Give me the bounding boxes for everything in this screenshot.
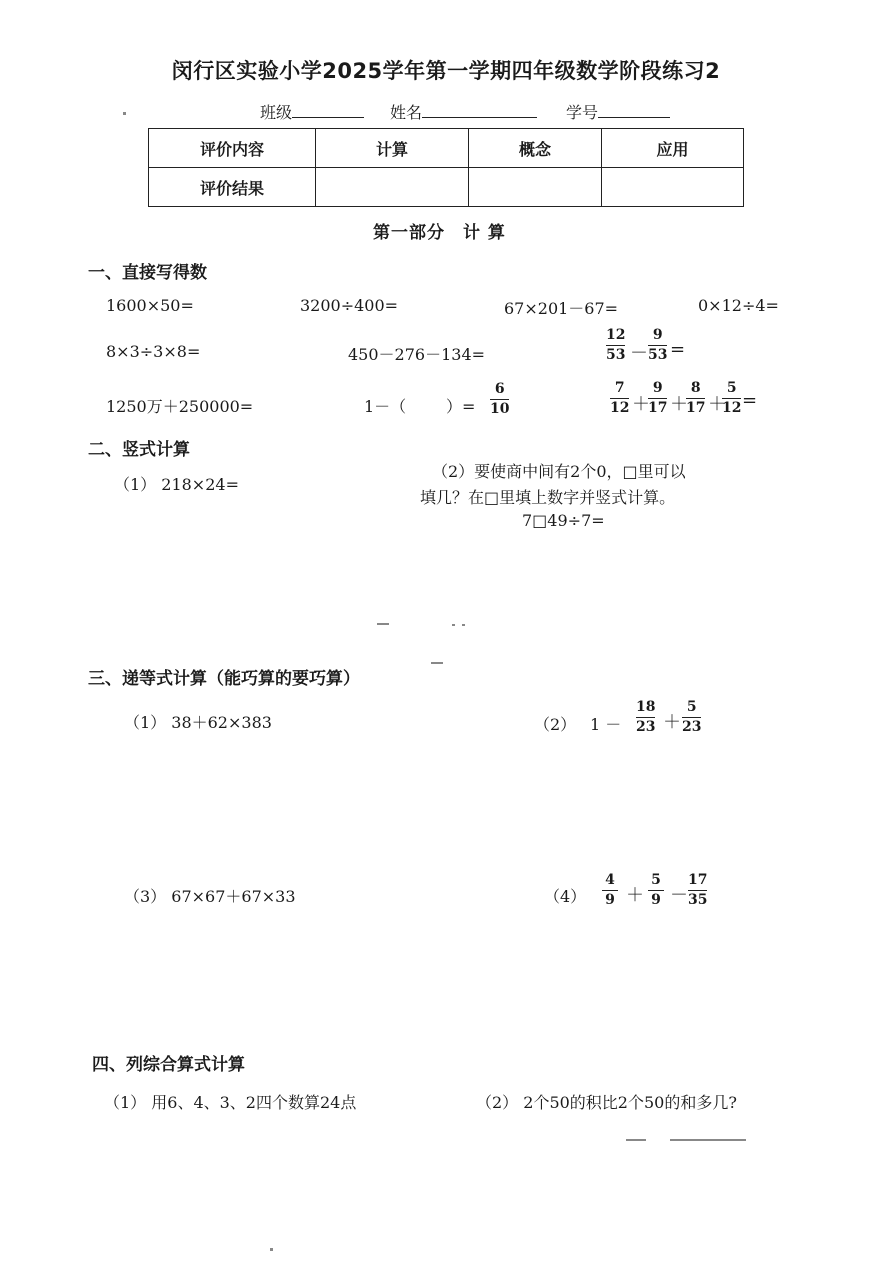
eval-concept-header: 概念 bbox=[469, 129, 602, 168]
denominator: 12 bbox=[722, 400, 742, 416]
plus-sign: ＋ bbox=[632, 394, 650, 415]
name-label: 姓名 bbox=[390, 103, 423, 122]
table-row bbox=[149, 129, 744, 168]
denominator: 10 bbox=[490, 401, 510, 417]
numerator: 5 bbox=[726, 380, 737, 396]
eval-application-result-cell[interactable] bbox=[602, 168, 744, 207]
s3-q4-label: （4） bbox=[544, 887, 587, 906]
section4-heading: 四、列综合算式计算 bbox=[92, 1055, 245, 1075]
s1-q4: 0×12÷4= bbox=[698, 296, 779, 315]
scan-speck bbox=[462, 624, 465, 626]
denominator: 9 bbox=[651, 892, 661, 908]
scan-speck bbox=[626, 1139, 646, 1141]
scan-speck bbox=[452, 624, 455, 626]
fraction bbox=[688, 872, 707, 909]
numerator: 18 bbox=[636, 699, 656, 715]
scan-speck bbox=[123, 112, 126, 115]
denominator: 53 bbox=[606, 347, 626, 363]
fraction bbox=[636, 699, 655, 736]
scan-speck bbox=[377, 623, 389, 625]
denominator: 23 bbox=[682, 719, 702, 735]
fraction bbox=[648, 380, 667, 417]
s1-q8: 1250万＋250000= bbox=[106, 397, 254, 416]
numerator: 5 bbox=[686, 699, 697, 715]
numerator: 5 bbox=[651, 872, 661, 888]
s2-q1: （1） 218×24= bbox=[114, 475, 239, 494]
denominator: 17 bbox=[686, 400, 706, 416]
minus-sign: － bbox=[630, 343, 648, 364]
denominator: 53 bbox=[648, 347, 668, 363]
table-row bbox=[149, 168, 744, 207]
s1-q9-suffix: ）= bbox=[446, 397, 476, 416]
scan-speck bbox=[270, 1248, 273, 1251]
fraction bbox=[686, 380, 705, 417]
s3-q2-lead: 1 － bbox=[590, 715, 622, 734]
s1-q6: 450－276－134= bbox=[348, 345, 486, 364]
fraction bbox=[490, 381, 509, 418]
denominator: 9 bbox=[605, 892, 615, 908]
class-blank[interactable] bbox=[292, 103, 364, 118]
plus-sign: ＋ bbox=[626, 885, 644, 906]
fraction bbox=[648, 872, 664, 909]
section2-heading: 二、竖式计算 bbox=[88, 440, 190, 460]
eval-application-header: 应用 bbox=[602, 129, 744, 168]
s3-q3: （3） 67×67＋67×33 bbox=[124, 887, 296, 906]
plus-sign: ＋ bbox=[708, 394, 726, 415]
numerator: 17 bbox=[688, 872, 708, 888]
eval-concept-result-cell[interactable] bbox=[469, 168, 602, 207]
plus-sign: ＋ bbox=[663, 712, 681, 733]
denominator: 35 bbox=[688, 892, 708, 908]
fraction bbox=[648, 327, 667, 364]
minus-sign: － bbox=[670, 885, 688, 906]
numerator: 4 bbox=[605, 872, 615, 888]
numerator: 9 bbox=[652, 327, 663, 343]
fraction bbox=[606, 327, 625, 364]
numerator: 7 bbox=[614, 380, 625, 396]
student-id-blank[interactable] bbox=[598, 103, 670, 118]
numerator: 6 bbox=[494, 381, 505, 397]
class-label: 班级 bbox=[260, 103, 293, 122]
s1-q5: 8×3÷3×8= bbox=[106, 342, 201, 361]
section1-heading: 一、直接写得数 bbox=[88, 263, 207, 283]
equals-sign: = bbox=[670, 339, 686, 360]
evaluation-table bbox=[148, 128, 744, 207]
denominator: 12 bbox=[610, 400, 630, 416]
eval-calc-result-cell[interactable] bbox=[316, 168, 469, 207]
class-field[interactable] bbox=[260, 100, 364, 123]
student-id-field[interactable] bbox=[566, 100, 670, 123]
part-title: 第一部分 计 算 bbox=[373, 223, 506, 243]
numerator: 12 bbox=[606, 327, 626, 343]
s1-q1: 1600×50= bbox=[106, 296, 194, 315]
eval-result-label: 评价结果 bbox=[149, 168, 316, 207]
s3-q1: （1） 38＋62×383 bbox=[124, 713, 272, 732]
s4-q2: （2） 2个50的积比2个50的和多几? bbox=[476, 1093, 737, 1112]
scan-speck bbox=[431, 662, 443, 664]
scan-speck bbox=[670, 1139, 746, 1141]
plus-sign: ＋ bbox=[670, 394, 688, 415]
denominator: 23 bbox=[636, 719, 656, 735]
section3-heading: 三、递等式计算（能巧算的要巧算） bbox=[88, 669, 360, 689]
s2-q2-line2: 填几？在□里填上数字并竖式计算。 bbox=[420, 488, 676, 507]
denominator: 17 bbox=[648, 400, 668, 416]
page-title: 闵行区实验小学2025学年第一学期四年级数学阶段练习2 bbox=[171, 59, 721, 83]
numerator: 9 bbox=[652, 380, 663, 396]
s2-q2-line1: （2）要使商中间有2个0，□里可以 bbox=[432, 462, 686, 481]
s3-q2-label: （2） bbox=[534, 715, 577, 734]
s1-q3: 67×201－67= bbox=[504, 299, 619, 318]
numerator: 8 bbox=[690, 380, 701, 396]
fraction bbox=[610, 380, 629, 417]
s1-q9-prefix: 1－（ bbox=[364, 397, 407, 416]
eval-content-header: 评价内容 bbox=[149, 129, 316, 168]
s4-q1: （1） 用6、4、3、2四个数算24点 bbox=[104, 1093, 357, 1112]
fraction bbox=[682, 699, 701, 736]
fraction bbox=[602, 872, 618, 909]
name-field[interactable] bbox=[390, 100, 537, 123]
fraction bbox=[722, 380, 741, 417]
eval-calc-header: 计算 bbox=[316, 129, 469, 168]
s2-q2-expression: 7□49÷7= bbox=[522, 511, 605, 530]
student-id-label: 学号 bbox=[566, 103, 599, 122]
equals-sign: = bbox=[742, 390, 758, 411]
s1-q2: 3200÷400= bbox=[300, 296, 399, 315]
name-blank[interactable] bbox=[422, 103, 537, 118]
